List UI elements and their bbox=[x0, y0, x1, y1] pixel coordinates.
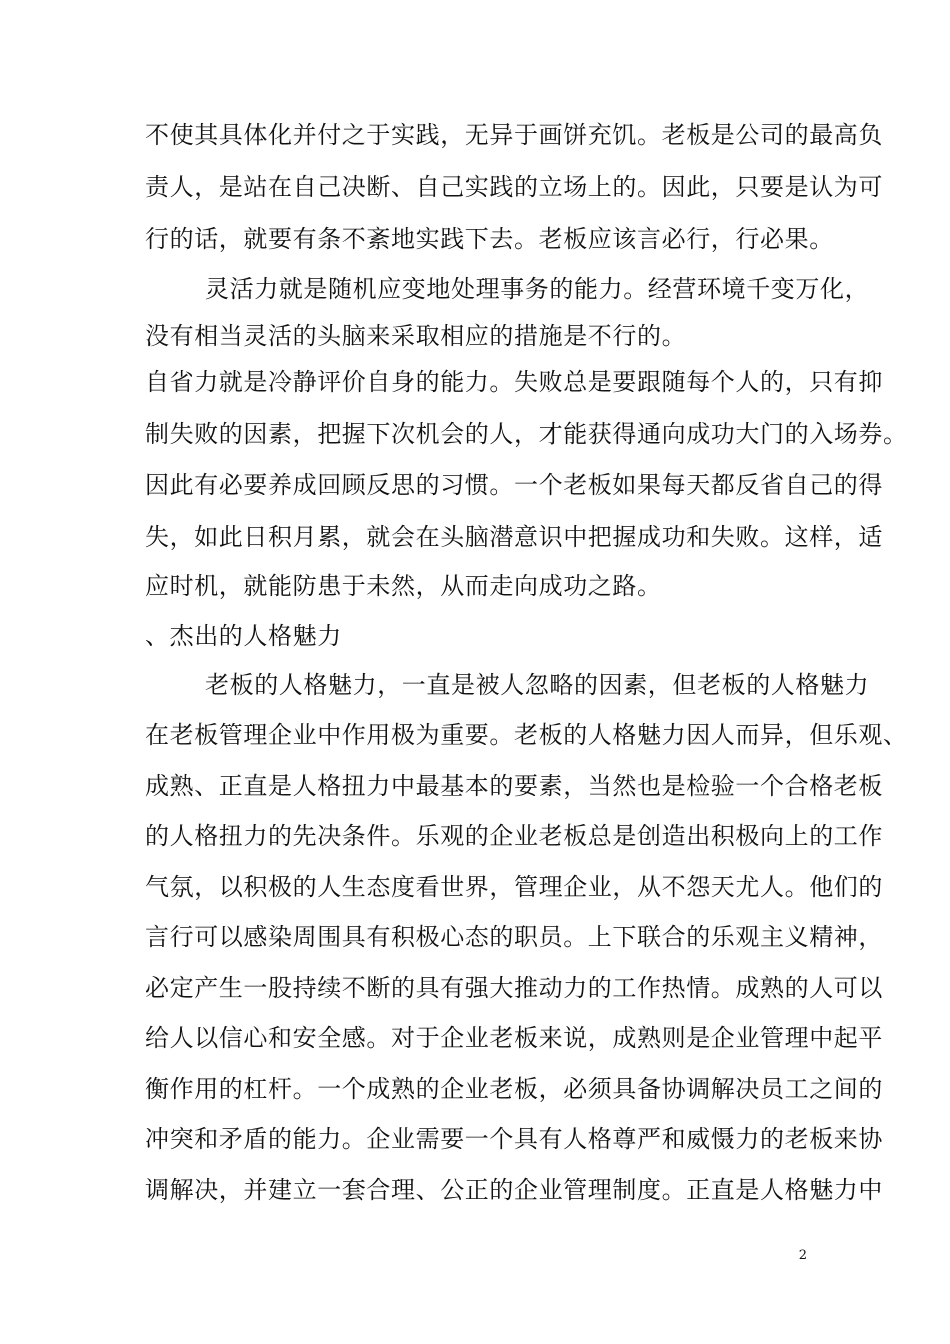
text-line: 的人格扭力的先决条件。乐观的企业老板总是创造出积极向上的工作 bbox=[145, 822, 883, 850]
text-line: 因此有必要养成回顾反思的习惯。一个老板如果每天都反省自己的得 bbox=[145, 471, 883, 499]
text-line: 冲突和矛盾的能力。企业需要一个具有人格尊严和威慑力的老板来协 bbox=[145, 1125, 883, 1153]
page-number: 2 bbox=[798, 1248, 807, 1263]
text-line: 成熟、正直是人格扭力中最基本的要素，当然也是检验一个合格老板 bbox=[145, 772, 883, 800]
text-line: 没有相当灵活的头脑来采取相应的措施是不行的。 bbox=[145, 322, 687, 350]
text-line: 制失败的因素，把握下次机会的人，才能获得通向成功大门的入场券。 bbox=[145, 420, 908, 448]
text-line: 责人，是站在自己决断、自己实践的立场上的。因此，只要是认为可 bbox=[145, 173, 883, 201]
text-line: 言行可以感染周围具有积极心态的职员。上下联合的乐观主义精神， bbox=[145, 923, 883, 951]
text-line: 失，如此日积月累，就会在头脑潜意识中把握成功和失败。这样，适 bbox=[145, 523, 883, 551]
text-line: 不使其具体化并付之于实践，无异于画饼充饥。老板是公司的最高负 bbox=[145, 121, 883, 149]
text-line: 衡作用的杠杆。一个成熟的企业老板，必须具备协调解决员工之间的 bbox=[145, 1075, 883, 1103]
text-line: 行的话，就要有条不紊地实践下去。老板应该言必行，行必果。 bbox=[145, 225, 834, 253]
text-line: 灵活力就是随机应变地处理事务的能力。经营环境千变万化， bbox=[205, 275, 870, 303]
text-line: 自省力就是冷静评价自身的能力。失败总是要跟随每个人的，只有抑 bbox=[145, 368, 883, 396]
text-line: 老板的人格魅力，一直是被人忽略的因素，但老板的人格魅力 bbox=[205, 671, 870, 699]
text-line: 给人以信心和安全感。对于企业老板来说，成熟则是企业管理中起平 bbox=[145, 1024, 883, 1052]
text-line: 调解决，并建立一套合理、公正的企业管理制度。正直是人格魅力中 bbox=[145, 1176, 883, 1204]
text-line: 应时机，就能防患于未然，从而走向成功之路。 bbox=[145, 572, 662, 600]
text-line: 气氛，以积极的人生态度看世界，管理企业，从不怨天尤人。他们的 bbox=[145, 873, 883, 901]
section-heading: 、杰出的人格魅力 bbox=[145, 622, 342, 650]
text-line: 在老板管理企业中作用极为重要。老板的人格魅力因人而异，但乐观、 bbox=[145, 721, 908, 749]
text-line: 必定产生一股持续不断的具有强大推动力的工作热情。成熟的人可以 bbox=[145, 974, 883, 1002]
